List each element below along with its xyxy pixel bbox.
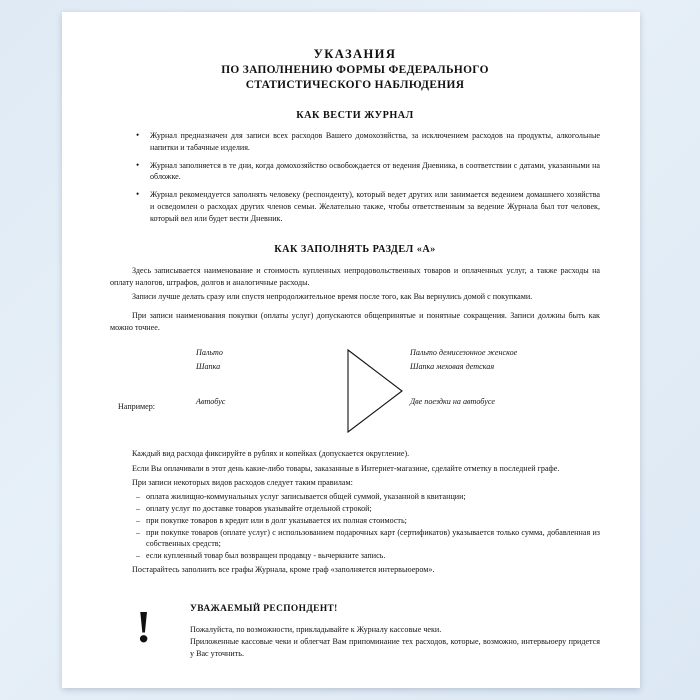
section-heading-how-to-fill-section-a: КАК ЗАПОЛНЯТЬ РАЗДЕЛ «А» (274, 243, 436, 255)
paragraph: При записи некоторых видов расходов следует таким правилам: (132, 477, 353, 487)
list-item: • Журнал заполняется в те дни, когда домохозяйство освобождается от ведения Дневника, в соответствии с датами, указанными на обложке. (136, 160, 600, 184)
page-title (110, 46, 600, 93)
list-item: – при покупке товаров (оплате услуг) с использованием подарочных карт (сертификатов) указывается только сумма, добавленная из собственных средств; (136, 527, 600, 550)
example-left-item: Пальто (196, 348, 223, 358)
section1-bullet-list (110, 130, 600, 225)
example-left-item: Шапка (196, 361, 221, 371)
example-right-column (410, 346, 620, 408)
list-item: – при покупке товаров в кредит или в долг указывается их полная стоимость; (136, 515, 600, 526)
paragraph: Каждый вид расхода фиксируйте в рублях и копейках (допускается округление). (132, 449, 410, 459)
paragraph: Если Вы оплачивали в этот день какие-либо товары, заказанные в Интернет-магазине, сделайте отметку в последней графе. (132, 463, 560, 473)
respondent-notice (110, 600, 600, 676)
document-page (62, 12, 640, 688)
page-title-line-3: СТАТИСТИЧЕСКОГО НАБЛЮДЕНИЯ (245, 78, 465, 91)
example-right-item: Шапка меховая детская (410, 361, 495, 371)
list-item: • Журнал рекомендуется заполнять человеку (респонденту), который ведет других или занимается ведением домашнего хозяйства и осведомлен о расходах других членов семьи. Желательно также, чтобы ответственным за ведение Журнала был тот человек, который вел или будет вести Дневник. (136, 189, 600, 224)
page-title-line-1: УКАЗАНИЯ (313, 47, 397, 61)
arrow-right-icon (346, 348, 404, 434)
example-right-item: Две поездки на автобусе (410, 397, 495, 407)
example-block (110, 346, 600, 442)
respondent-notice-heading: УВАЖАЕМЫЙ РЕСПОНДЕНТ! (190, 603, 338, 614)
list-item: – если купленный товар был возвращен продавцу - вычеркните запись. (136, 550, 600, 561)
respondent-notice-body (190, 604, 600, 660)
section-heading-how-to-keep-journal: КАК ВЕСТИ ЖУРНАЛ (296, 110, 414, 122)
list-item: – оплата жилищно-коммунальных услуг записывается общей суммой, указанной в квитанции; (136, 491, 600, 502)
paragraph: При записи наименования покупки (оплаты услуг) допускаются общепринятые и понятные сокращения. Записи должны быть как можно точнее. (110, 311, 600, 333)
list-item: • Журнал предназначен для записи всех расходов Вашего домохозяйства, за исключением расходов на продукты, алкогольные напитки и табачные изделия. (136, 130, 600, 154)
list-item: – оплату услуг по доставке товаров указывайте отдельной строкой; (136, 503, 600, 514)
paragraph: Пожалуйста, по возможности, прикладывайте к Журналу кассовые чеки. (190, 624, 442, 634)
example-left-item: Автобус (196, 397, 226, 407)
section2-rules-list (110, 491, 600, 562)
page-title-line-2: ПО ЗАПОЛНЕНИЮ ФОРМЫ ФЕДЕРАЛЬНОГО (221, 63, 489, 76)
example-left-column (196, 346, 366, 408)
paragraph: Постарайтесь заполнить все графы Журнала, кроме граф «заполняется интервьюером». (132, 564, 435, 574)
example-label: Например: (118, 402, 156, 412)
example-right-item: Пальто демисезонное женское (410, 348, 518, 358)
paragraph: Здесь записывается наименование и стоимость купленных непродовольственных товаров и оплаченных услуг, а также расходы на оплату налогов, штрафов, долгов и аналогичные расходы. (110, 265, 600, 287)
exclamation-mark-icon: ! (136, 600, 152, 652)
paragraph: Записи лучше делать сразу или спустя непродолжительное время после того, как Вы вернулись домой с покупками. (132, 292, 533, 302)
document-page-wrapper (62, 12, 640, 688)
paragraph: Приложенные кассовые чеки и облегчат Вам припоминание тех расходов, которые, возможно, интервьюеру придется у Вас уточнить. (190, 637, 600, 659)
document-content (110, 46, 600, 676)
